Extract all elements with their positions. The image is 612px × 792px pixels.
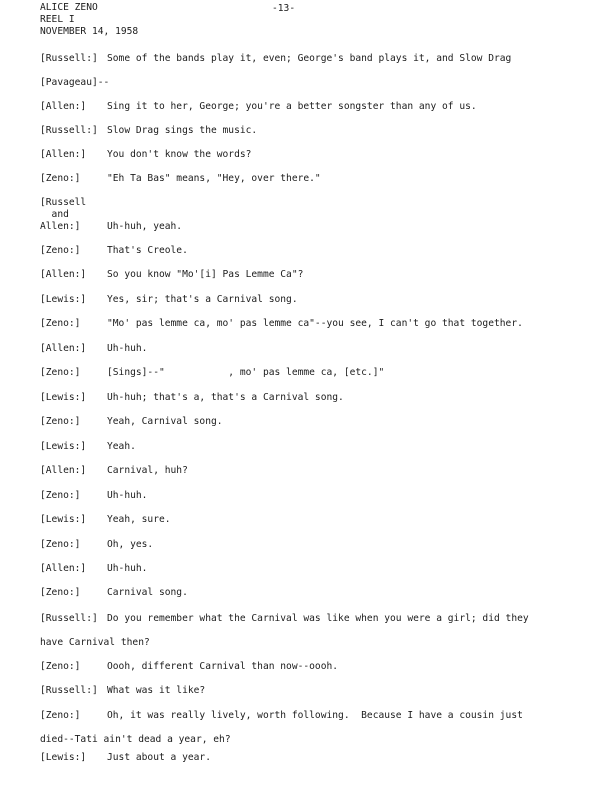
dialogue-line <box>40 514 592 538</box>
dialogue-line <box>40 101 592 125</box>
dialogue-line <box>40 661 592 685</box>
speaker-label-part: [Russell <box>40 197 87 208</box>
dialogue-text: That's Creole. <box>107 245 188 256</box>
speaker-label: [Russell:] <box>40 125 98 136</box>
speaker-label: [Russell:] <box>40 613 98 624</box>
speaker-label: [Lewis:] <box>40 441 87 452</box>
dialogue-text: Do you remember what the Carnival was like when you were a girl; did they <box>107 613 529 624</box>
dialogue-text: Slow Drag sings the music. <box>107 125 258 136</box>
speaker-label: [Lewis:] <box>40 392 87 403</box>
dialogue-line <box>40 318 592 342</box>
dialogue-line <box>40 465 592 489</box>
dialogue-text: Oh, it was really lively, worth following. Because I have a cousin just <box>107 710 523 721</box>
dialogue-text: Carnival, huh? <box>107 465 188 476</box>
dialogue-text: Uh-huh; that's a, that's a Carnival song. <box>107 392 344 403</box>
dialogue-text: Uh-huh. <box>107 563 148 574</box>
speaker-label: [Allen:] <box>40 563 87 574</box>
dialogue-line <box>40 441 592 465</box>
header-reel: REEL I <box>40 14 75 25</box>
speaker-label: [Zeno:] <box>40 245 81 256</box>
dialogue-line <box>40 710 592 745</box>
dialogue-line <box>40 685 592 709</box>
dialogue-text: Some of the bands play it, even; George's band plays it, and Slow Drag <box>107 53 512 64</box>
dialogue-text: Yeah, sure. <box>107 514 171 525</box>
dialogue-line <box>40 125 592 149</box>
speaker-label: [Russell:] <box>40 53 98 64</box>
dialogue-text: [Sings]--" , mo' pas lemme ca, [etc.]" <box>107 367 385 378</box>
speaker-label-part: Allen:] <box>40 221 81 232</box>
dialogue-line <box>40 613 592 648</box>
dialogue-text: Sing it to her, George; you're a better songster than any of us. <box>107 101 477 112</box>
dialogue-text: Carnival song. <box>107 587 188 598</box>
speaker-label: [Allen:] <box>40 269 87 280</box>
dialogue-line <box>40 563 592 587</box>
dialogue-line <box>40 490 592 514</box>
speaker-label: [Lewis:] <box>40 294 87 305</box>
dialogue-text: Yeah. <box>107 441 136 452</box>
dialogue-continuation: [Pavageau]-- <box>40 76 110 88</box>
speaker-label: [Allen:] <box>40 149 87 160</box>
speaker-label: [Zeno:] <box>40 539 81 550</box>
speaker-label: [Lewis:] <box>40 752 87 763</box>
dialogue-text: Oooh, different Carnival than now--oooh. <box>107 661 339 672</box>
dialogue-text: Uh-huh. <box>107 490 148 501</box>
speaker-label: [Zeno:] <box>40 173 81 184</box>
speaker-label: [Zeno:] <box>40 318 81 329</box>
dialogue-line <box>40 245 592 269</box>
header-name: ALICE ZENO <box>40 2 98 13</box>
speaker-label: [Russell:] <box>40 685 98 696</box>
speaker-label: [Zeno:] <box>40 587 81 598</box>
dialogue-line <box>40 269 592 293</box>
dialogue-line <box>40 392 592 416</box>
dialogue-text: Yes, sir; that's a Carnival song. <box>107 294 298 305</box>
dialogue-text: "Mo' pas lemme ca, mo' pas lemme ca"--you see, I can't go that together. <box>107 318 523 329</box>
dialogue-continuation: have Carnival then? <box>40 636 150 648</box>
dialogue-text: You don't know the words? <box>107 149 252 160</box>
dialogue-continuation: died--Tati ain't dead a year, eh? <box>40 733 231 745</box>
speaker-label: [Zeno:] <box>40 661 81 672</box>
header-date: NOVEMBER 14, 1958 <box>40 26 139 37</box>
dialogue-text: "Eh Ta Bas" means, "Hey, over there." <box>107 173 321 184</box>
dialogue-line <box>40 367 592 391</box>
speaker-label: [Lewis:] <box>40 514 87 525</box>
speaker-label: [Allen:] <box>40 101 87 112</box>
dialogue-text: So you know "Mo'[i] Pas Lemme Ca"? <box>107 269 304 280</box>
dialogue-line <box>40 294 592 318</box>
speaker-label: [Zeno:] <box>40 490 81 501</box>
speaker-label: [Allen:] <box>40 343 87 354</box>
dialogue-line <box>40 416 592 440</box>
dialogue-line <box>40 587 592 611</box>
dialogue-text: Just about a year. <box>107 752 211 763</box>
dialogue-line <box>40 752 592 776</box>
dialogue-text: Uh-huh. <box>107 343 148 354</box>
page-number: -13- <box>272 3 296 14</box>
speaker-label-part: and <box>40 209 69 220</box>
dialogue-text: Oh, yes. <box>107 539 154 550</box>
dialogue-text: Yeah, Carnival song. <box>107 416 223 427</box>
dialogue-line <box>40 539 592 563</box>
dialogue-line <box>40 197 592 245</box>
dialogue-text: What was it like? <box>107 685 206 696</box>
dialogue-text: Uh-huh, yeah. <box>107 221 183 232</box>
dialogue-line <box>40 343 592 367</box>
speaker-label: [Allen:] <box>40 465 87 476</box>
speaker-label: [Zeno:] <box>40 710 81 721</box>
dialogue-line <box>40 173 592 197</box>
dialogue-line <box>40 53 592 88</box>
speaker-label: [Zeno:] <box>40 367 81 378</box>
dialogue-line <box>40 149 592 173</box>
speaker-label: [Zeno:] <box>40 416 81 427</box>
